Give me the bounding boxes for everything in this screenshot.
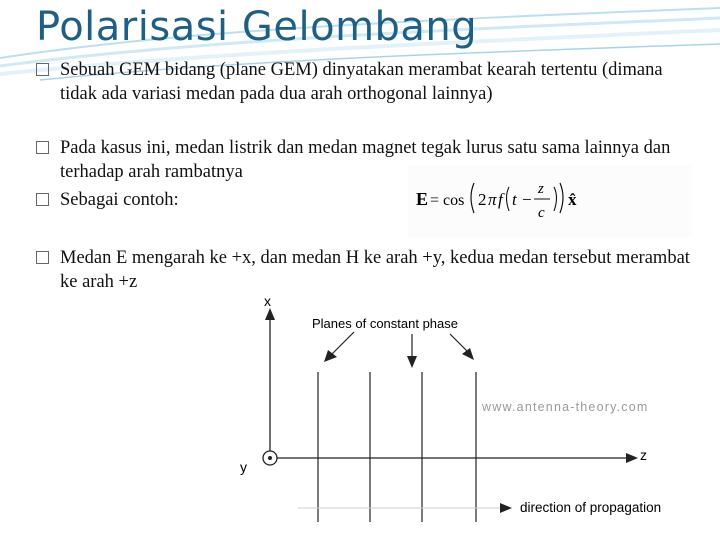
bullet-box-icon	[36, 251, 49, 264]
bullet-text: Sebuah GEM bidang (plane GEM) dinyatakan merambat kearah tertentu (dimana tidak ada variasi medan pada dua arah orthogonal lainnya)	[60, 60, 663, 104]
arrowhead-icon	[462, 348, 474, 360]
x-axis-label: x	[264, 293, 271, 309]
formula-t: t	[512, 190, 517, 209]
formula-x-unit: x̂	[568, 190, 577, 209]
watermark: www.antenna-theory.com	[482, 400, 649, 414]
plane-wave-diagram	[210, 290, 720, 538]
formula-cos: = cos	[430, 192, 465, 209]
formula-f: f	[498, 190, 503, 209]
x-axis-arrow-icon	[265, 308, 275, 320]
bullet-box-icon	[36, 63, 49, 76]
bullet-text: Medan E mengarah ke +x, dan medan H ke arah +y, kedua medan tersebut merambat ke arah +z	[60, 248, 690, 292]
slide-title: Polarisasi Gelombang	[36, 4, 478, 50]
bullet-example	[36, 188, 420, 212]
wave-equation-formula	[408, 165, 692, 237]
formula-z: z	[538, 181, 544, 197]
planes-label: Planes of constant phase	[312, 316, 458, 331]
bullet-field-directions	[36, 246, 700, 294]
formula-E: E	[416, 189, 429, 209]
propagation-arrow-icon	[500, 503, 512, 513]
z-axis-label: z	[640, 447, 647, 463]
formula-pi: π	[488, 190, 497, 209]
bullet-box-icon	[36, 193, 49, 206]
direction-label: direction of propagation	[520, 500, 662, 515]
bullet-text: Pada kasus ini, medan listrik dan medan magnet tegak lurus satu sama lainnya dan terhadap arah rambatnya	[60, 138, 671, 182]
arrowhead-icon	[407, 356, 417, 368]
y-axis-label: y	[240, 459, 247, 475]
formula-minus: −	[522, 190, 532, 209]
formula-c: c	[538, 205, 545, 221]
formula-two: 2	[478, 190, 487, 209]
bullet-box-icon	[36, 141, 49, 154]
z-axis-arrow-icon	[626, 453, 638, 463]
bullet-text: Sebagai contoh:	[60, 190, 179, 210]
bullet-plane-gem	[36, 58, 700, 106]
arrowhead-icon	[324, 350, 337, 362]
